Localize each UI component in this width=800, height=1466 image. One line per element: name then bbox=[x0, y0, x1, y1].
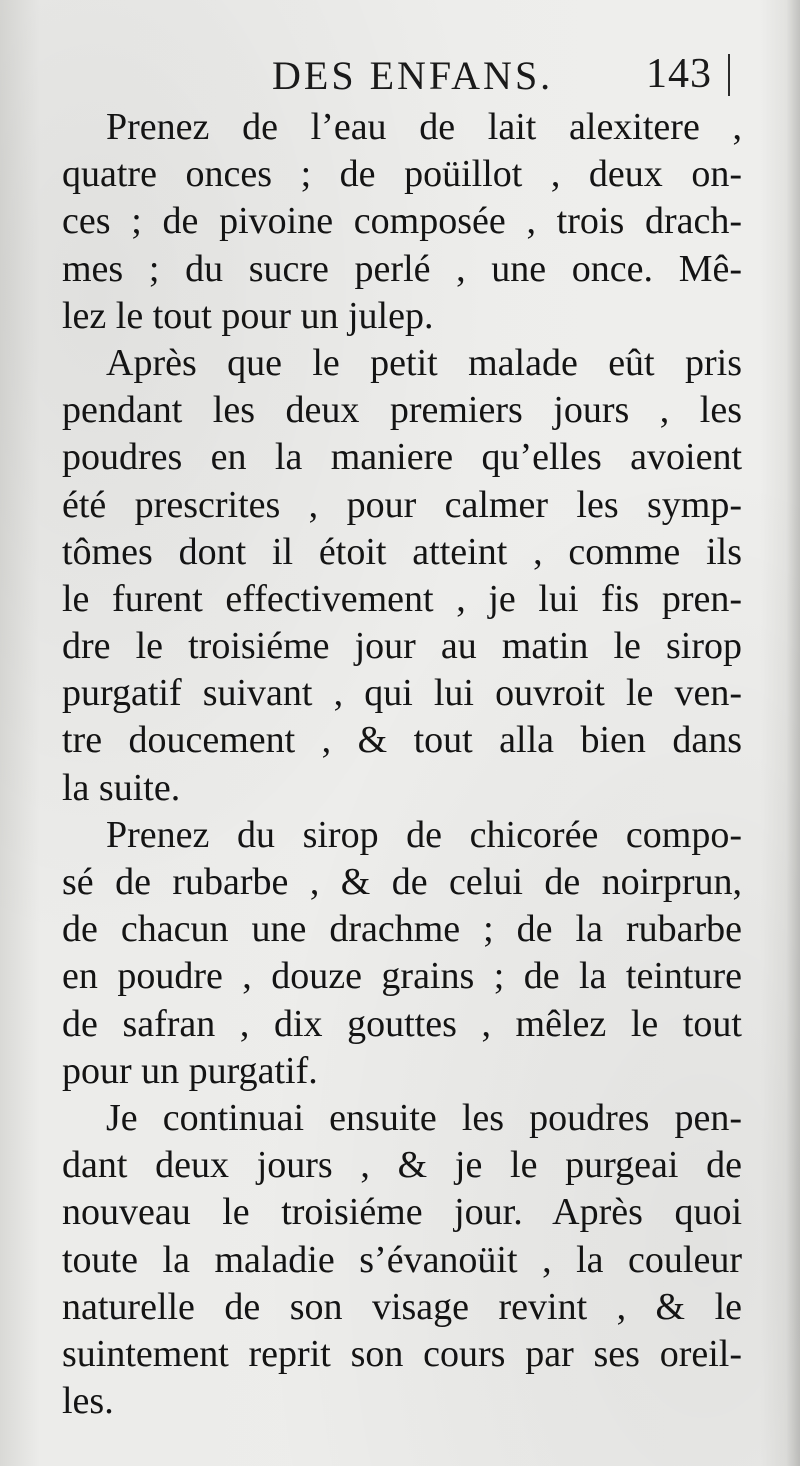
text-line: de safran , dix gouttes , mêlez le tout bbox=[62, 1002, 742, 1045]
text-line: Prenez du sirop de chicorée compo- bbox=[106, 813, 742, 856]
page-edge-shadow bbox=[786, 0, 800, 1466]
text-line: en poudre , douze grains ; de la teinture bbox=[62, 955, 742, 998]
text-line: les. bbox=[62, 1380, 114, 1423]
text-line: tre doucement , & tout alla bien dans bbox=[62, 719, 742, 762]
text-line: le furent effectivement , je lui fis pren- bbox=[62, 577, 742, 620]
paragraph bbox=[0, 812, 800, 1095]
text-line: Prenez de l’eau de lait alexitere , bbox=[106, 106, 742, 148]
paragraph bbox=[0, 1095, 800, 1425]
page-number: 143 bbox=[646, 51, 712, 97]
text-line: nouveau le troisiéme jour. Après quoi bbox=[62, 1191, 742, 1234]
text-line: purgatif suivant , qui lui ouvroit le ven- bbox=[62, 672, 742, 715]
body-text bbox=[0, 104, 800, 1425]
text-line: Après que le petit malade eût pris bbox=[106, 341, 742, 384]
text-line: la suite. bbox=[62, 766, 181, 809]
text-line: sé de rubarbe , & de celui de noirprun, bbox=[62, 861, 742, 903]
text-line: ces ; de pivoine composée , trois drach- bbox=[62, 200, 742, 243]
text-line: suintement reprit son cours par ses oreil- bbox=[62, 1332, 742, 1375]
text-line: toute la maladie s’évanoüit , la couleur bbox=[62, 1238, 742, 1281]
running-head: DES ENFANS. bbox=[272, 53, 554, 98]
paragraph bbox=[0, 340, 800, 812]
paragraph bbox=[0, 104, 800, 340]
text-line: naturelle de son visage revint , & le bbox=[62, 1285, 742, 1328]
text-line: pendant les deux premiers jours , les bbox=[62, 389, 742, 432]
page-header bbox=[0, 50, 800, 100]
text-line: lez le tout pour un julep. bbox=[62, 294, 434, 337]
margin-rule bbox=[728, 54, 730, 96]
text-line: pour un purgatif. bbox=[62, 1049, 318, 1092]
text-line: dant deux jours , & je le purgeai de bbox=[62, 1144, 742, 1187]
text-line: quatre onces ; de poüillot , deux on- bbox=[62, 153, 742, 196]
text-line: tômes dont il étoit atteint , comme ils bbox=[62, 530, 742, 573]
text-line: mes ; du sucre perlé , une once. Mê- bbox=[62, 247, 742, 290]
text-line: de chacun une drachme ; de la rubarbe bbox=[62, 908, 742, 951]
text-line: été prescrites , pour calmer les symp- bbox=[62, 483, 742, 526]
text-line: poudres en la maniere qu’elles avoient bbox=[62, 436, 742, 479]
text-line: Je continuai ensuite les poudres pen- bbox=[106, 1096, 742, 1139]
text-line: dre le troisiéme jour au matin le sirop bbox=[62, 625, 742, 668]
